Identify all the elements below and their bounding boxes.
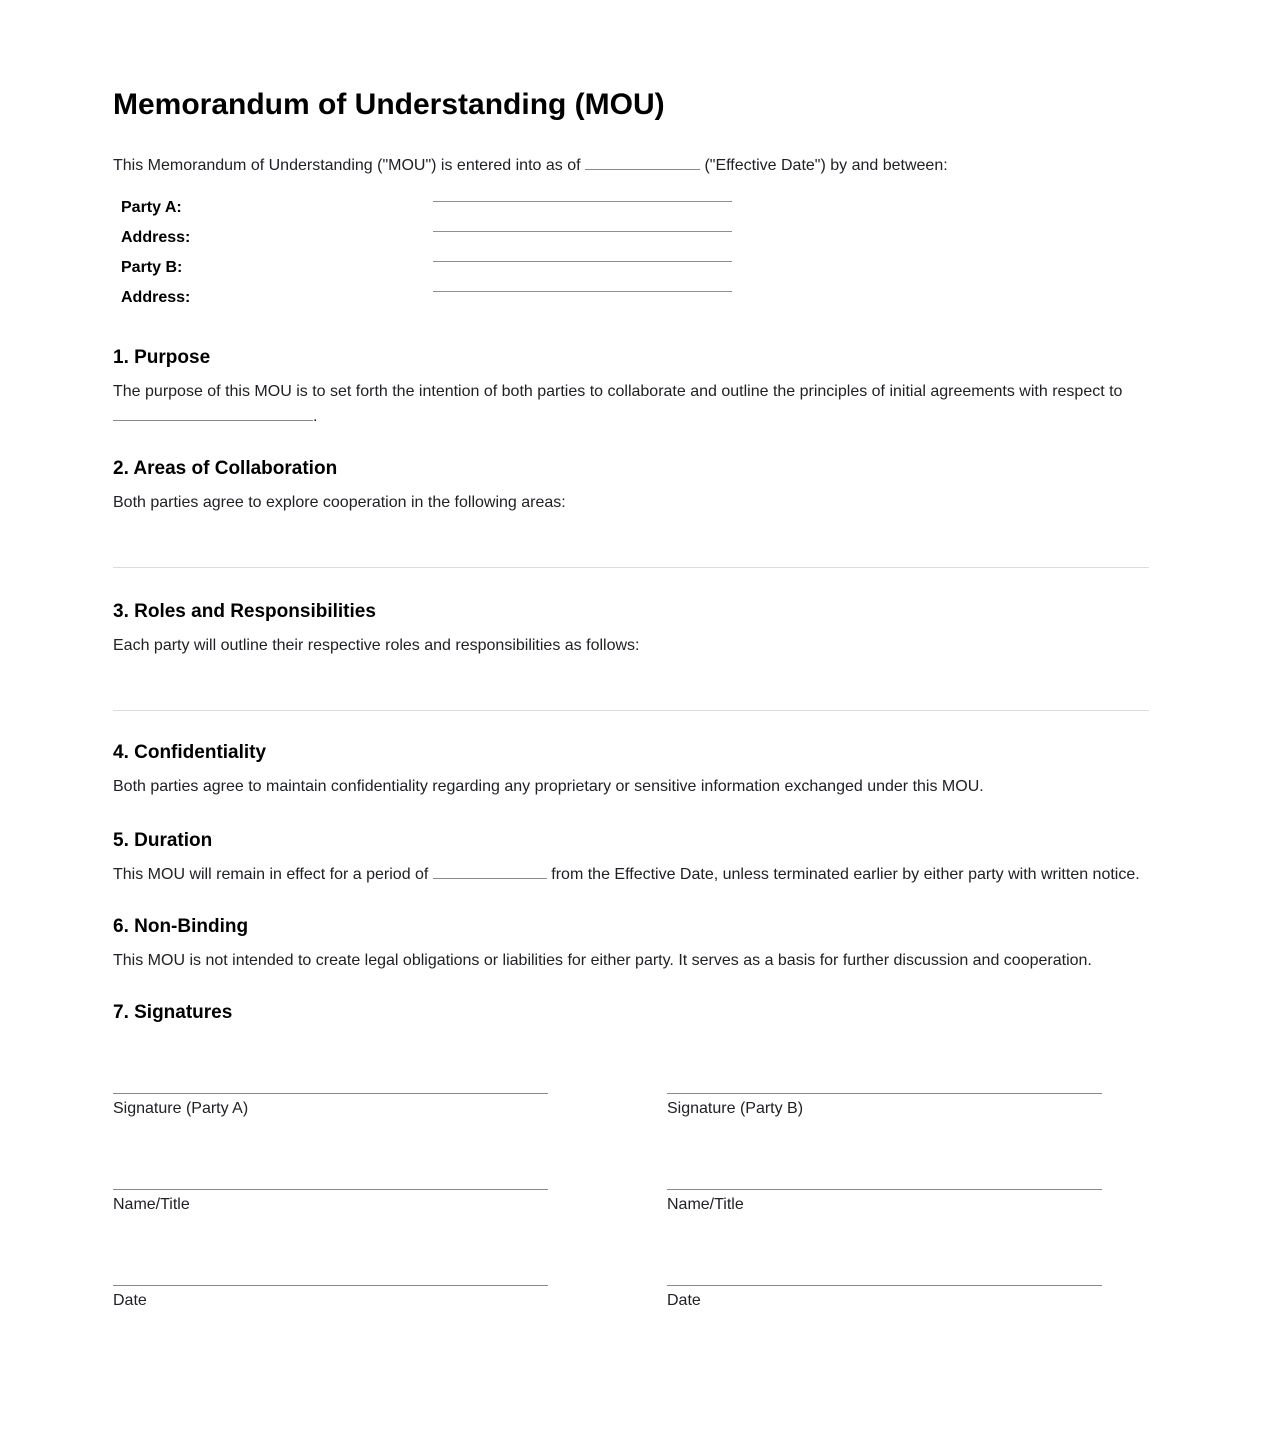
signature-field-party-b[interactable]	[667, 1024, 1102, 1094]
section-purpose-heading: 1. Purpose	[113, 347, 211, 368]
signature-label-party-a: Signature (Party A)	[113, 1100, 249, 1117]
section-confidentiality-body: Both parties agree to maintain confidentiality regarding any proprietary or sensitive information exchanged under this MOU.	[113, 778, 984, 795]
duration-blank[interactable]	[433, 865, 547, 879]
date-label-party-a: Date	[113, 1292, 147, 1309]
section-nonbinding-heading: 6. Non-Binding	[113, 916, 249, 937]
date-field-party-b[interactable]	[667, 1217, 1102, 1286]
name-title-field-party-b[interactable]	[667, 1121, 1102, 1190]
purpose-blank[interactable]	[113, 407, 313, 421]
section-signatures-heading: 7. Signatures	[113, 1002, 233, 1023]
duration-text-before: This MOU will remain in effect for a period of	[113, 866, 429, 883]
page-title: Memorandum of Understanding (MOU)	[113, 88, 665, 121]
party-a-label: Party A:	[121, 199, 182, 216]
purpose-text-before: The purpose of this MOU is to set forth the intention of both parties to collaborate and outline the principles of initial agreements with respect to	[113, 383, 1123, 400]
party-row	[113, 185, 1149, 215]
section-duration-body	[113, 862, 1149, 887]
section-nonbinding-body: This MOU is not intended to create legal obligations or liabilities for either party. It serves as a basis for further discussion and cooperation.	[113, 952, 1092, 969]
section-collaboration-body: Both parties agree to explore cooperation in the following areas:	[113, 494, 566, 511]
intro-text-after: ("Effective Date") by and between:	[704, 157, 948, 174]
name-title-label-party-b: Name/Title	[667, 1196, 744, 1213]
date-label-party-b: Date	[667, 1292, 701, 1309]
party-b-input[interactable]	[433, 245, 732, 262]
intro-text-before: This Memorandum of Understanding ("MOU") is entered into as of	[113, 157, 581, 174]
intro-paragraph	[113, 153, 1149, 178]
signature-grid	[113, 1024, 1149, 1313]
party-table	[113, 185, 1149, 305]
party-b-address-input[interactable]	[433, 275, 732, 292]
section-roles-body: Each party will outline their respective roles and responsibilities as follows:	[113, 637, 640, 654]
signature-column-party-a	[113, 1024, 548, 1313]
roles-input-area[interactable]	[113, 658, 1149, 711]
party-row	[113, 215, 1149, 245]
party-row	[113, 245, 1149, 275]
effective-date-blank[interactable]	[585, 156, 700, 170]
section-purpose-body	[113, 379, 1149, 429]
signature-column-party-b	[667, 1024, 1102, 1313]
name-title-label-party-a: Name/Title	[113, 1196, 190, 1213]
purpose-text-after: .	[313, 408, 318, 425]
collaboration-input-area[interactable]	[113, 515, 1149, 568]
duration-text-after: from the Effective Date, unless terminated earlier by either party with written notice.	[551, 866, 1140, 883]
name-title-field-party-a[interactable]	[113, 1121, 548, 1190]
party-a-input[interactable]	[433, 185, 732, 202]
party-b-label: Party B:	[121, 259, 183, 276]
section-roles-heading: 3. Roles and Responsibilities	[113, 601, 376, 622]
section-duration-heading: 5. Duration	[113, 830, 213, 851]
section-collaboration-heading: 2. Areas of Collaboration	[113, 458, 338, 479]
party-a-address-input[interactable]	[433, 215, 732, 232]
section-confidentiality-heading: 4. Confidentiality	[113, 742, 267, 763]
signature-label-party-b: Signature (Party B)	[667, 1100, 804, 1117]
signature-field-party-a[interactable]	[113, 1024, 548, 1094]
party-b-address-label: Address:	[121, 289, 191, 306]
date-field-party-a[interactable]	[113, 1217, 548, 1286]
party-row	[113, 275, 1149, 305]
party-a-address-label: Address:	[121, 229, 191, 246]
